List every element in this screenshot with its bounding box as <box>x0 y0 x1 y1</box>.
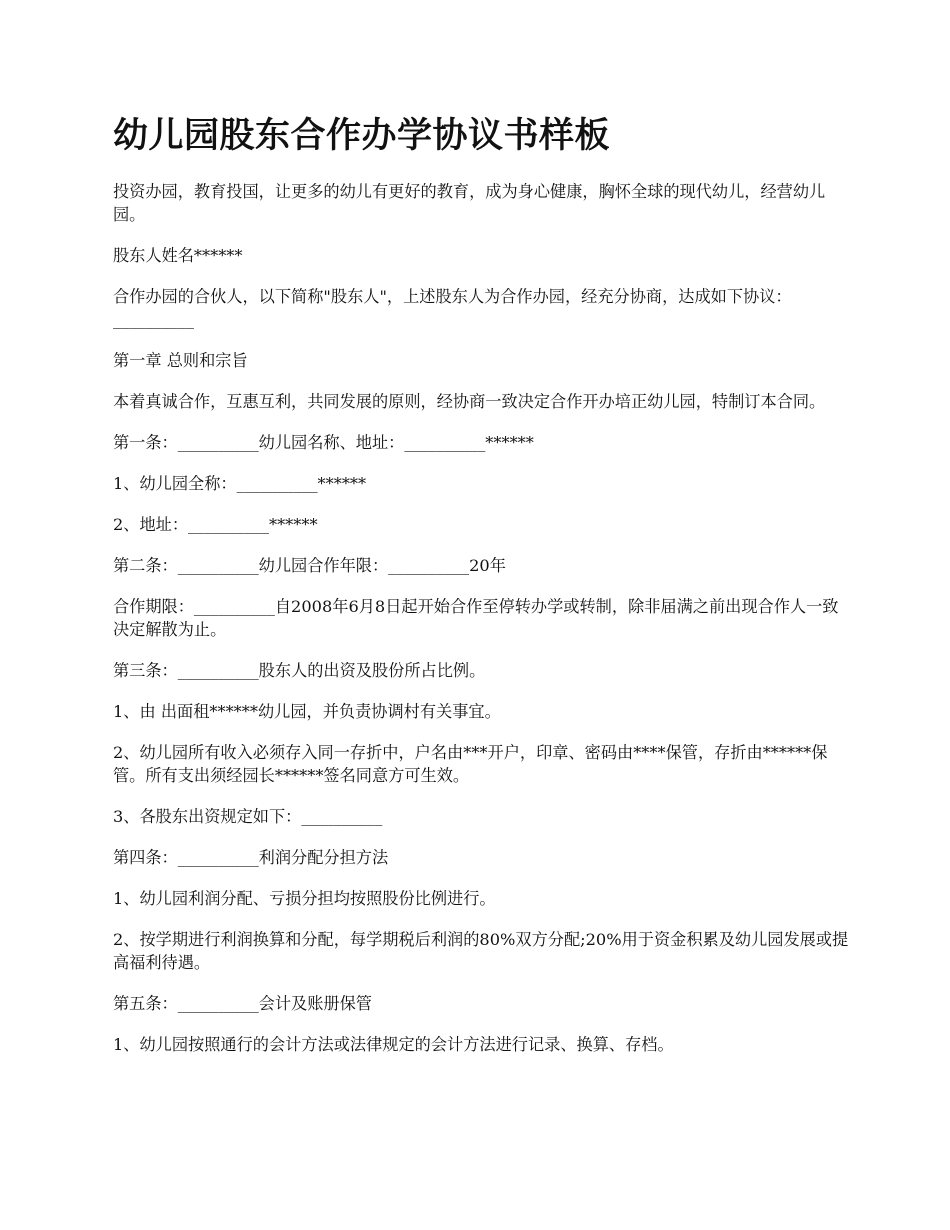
article-3-heading: 第三条：__________股东人的出资及股份所占比例。 <box>113 661 486 680</box>
article-1-heading: 第一条：__________幼儿园名称、地址：__________****** <box>113 433 534 452</box>
article-5-heading: 第五条：__________会计及账册保管 <box>113 994 372 1013</box>
article-1-item-2: 2、地址：__________****** <box>113 515 318 534</box>
article-1-item-1: 1、幼儿园全称：__________****** <box>113 474 367 493</box>
chapter-heading: 第一章 总则和宗旨 <box>113 351 248 370</box>
document-title: 幼儿园股东合作办学协议书样板 <box>113 116 611 156</box>
article-4-item-2: 2、按学期进行利润换算和分配，每学期税后利润的80%双方分配;20%用于资金积累及幼儿园发展或提高福利待遇。 <box>113 930 849 972</box>
article-2-term: 合作期限：__________自2008年6月8日起开始合作至停转办学或转制，除非届满之前出现合作人一致决定解散为止。 <box>113 597 839 639</box>
intro-paragraph: 投资办园，教育投国，让更多的幼儿有更好的教育，成为身心健康，胸怀全球的现代幼儿，经营幼儿园。 <box>113 182 826 224</box>
article-3-item-1: 1、由 出面租******幼儿园，并负责协调村有关事宜。 <box>113 702 501 721</box>
article-4-item-1: 1、幼儿园利润分配、亏损分担均按照股份比例进行。 <box>113 889 496 908</box>
document-page <box>113 112 853 1074</box>
article-2-heading: 第二条：__________幼儿园合作年限：__________20年 <box>113 556 506 575</box>
article-5-item-1: 1、幼儿园按照通行的会计方法或法律规定的会计方法进行记录、换算、存档。 <box>113 1035 674 1054</box>
principle-paragraph: 本着真诚合作，互惠互利，共同发展的原则，经协商一致决定合作开办培正幼儿园，特制订本合同。 <box>113 392 826 411</box>
article-4-heading: 第四条：__________利润分配分担方法 <box>113 848 389 867</box>
article-3-item-2: 2、幼儿园所有收入必须存入同一存折中，户名由***开户，印章、密码由****保管，存折由******保管。所有支出须经园长******签名同意方可生效。 <box>113 743 828 785</box>
preamble-paragraph: 合作办园的合伙人，以下简称"股东人"，上述股东人为合作办园，经充分协商，达成如下协议：__________ <box>113 287 792 329</box>
article-3-item-3: 3、各股东出资规定如下：__________ <box>113 807 383 826</box>
shareholder-name-line: 股东人姓名****** <box>113 246 243 265</box>
